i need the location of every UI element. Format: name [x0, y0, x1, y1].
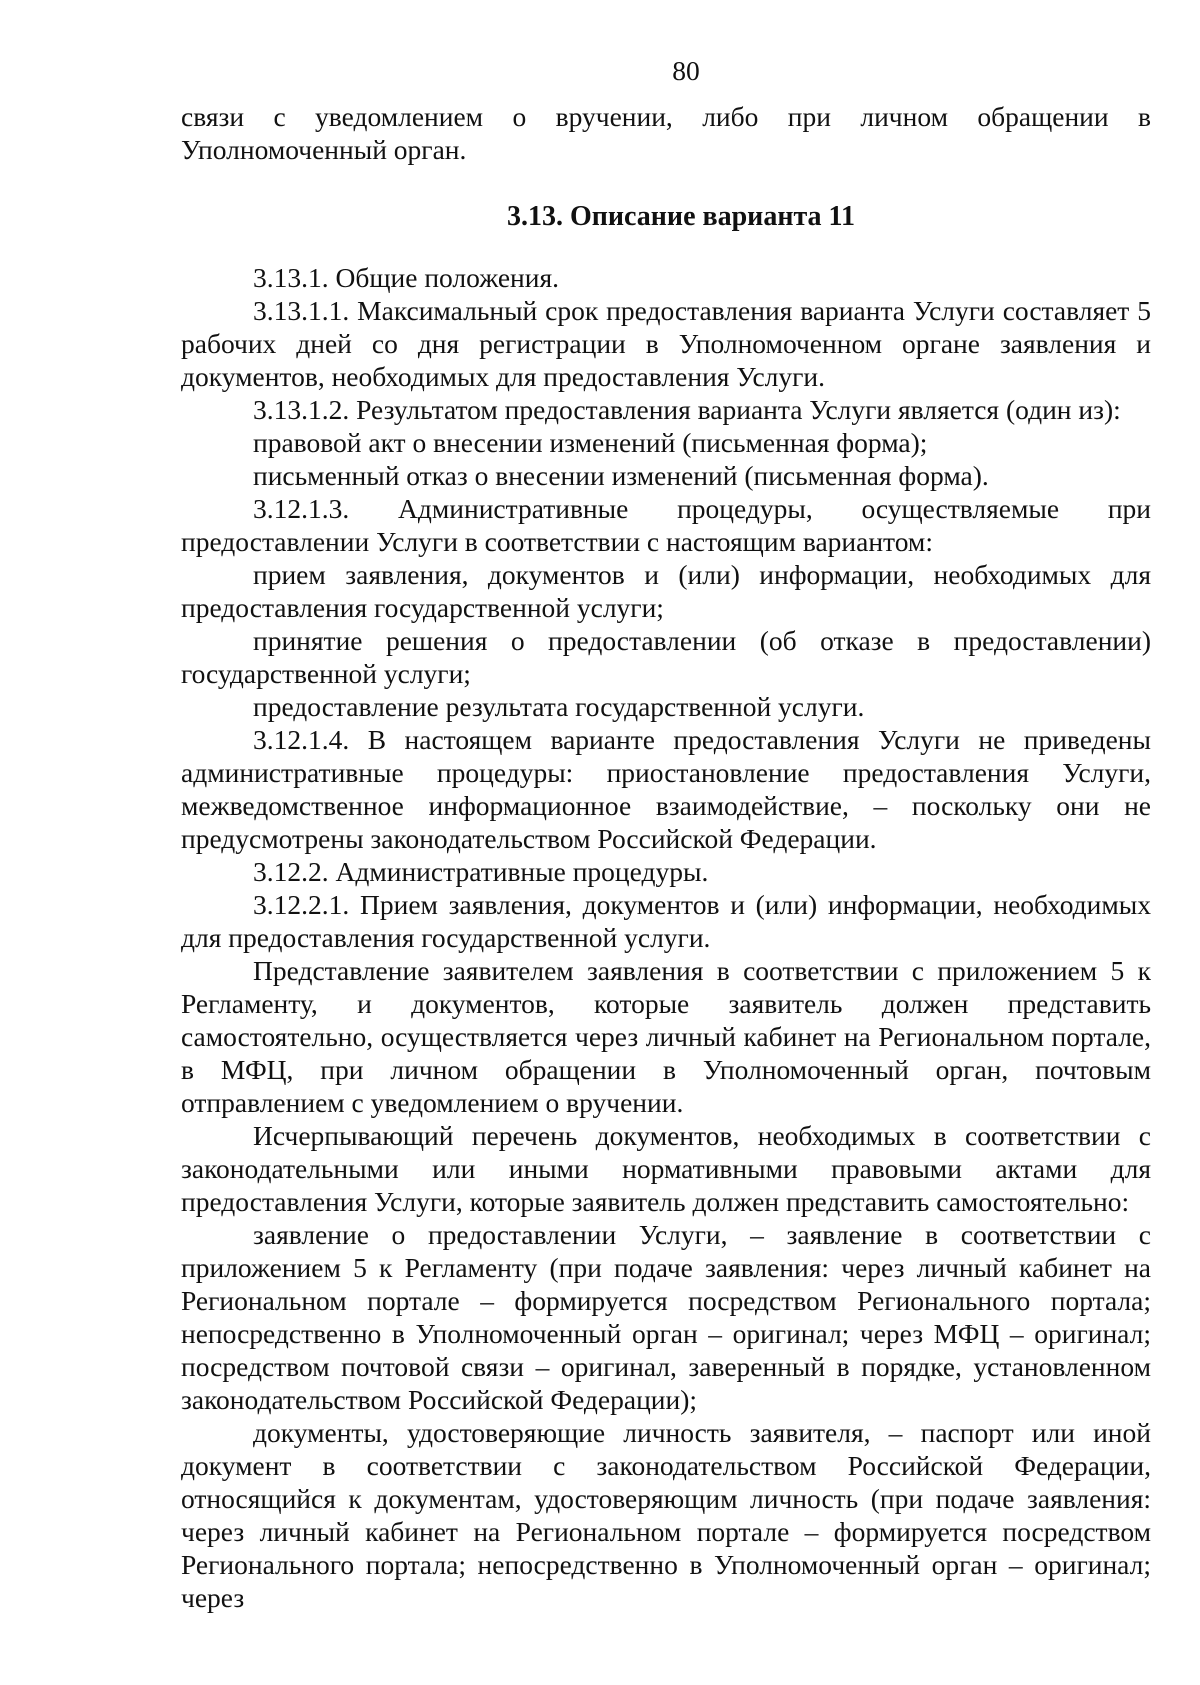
- document-page: [181, 50, 1151, 1614]
- paragraph: принятие решения о предоставлении (об отказе в предоставлении) государственной услуги;: [181, 625, 1151, 689]
- paragraph: письменный отказ о внесении изменений (письменная форма).: [253, 460, 989, 491]
- paragraph: правовой акт о внесении изменений (письменная форма);: [253, 427, 928, 458]
- paragraph: предоставление результата государственной услуги.: [253, 691, 865, 722]
- paragraph: Исчерпывающий перечень документов, необходимых в соответствии с законодательными или иными нормативными правовыми актами для предоставления Услуги, которые заявитель должен представить самостоятельно:: [181, 1120, 1151, 1217]
- paragraph: заявление о предоставлении Услуги, – заявление в соответствии с приложением 5 к Регламенту (при подаче заявления: через личный кабинет на Региональном портале – формируется посредством Регионального портала; непосредственно в Уполномоченный орган – оригинал; через МФЦ – оригинал; посредством почтовой связи – оригинал, заверенный в порядке, установленном законодательством Российской Федерации);: [181, 1219, 1151, 1415]
- paragraph: документы, удостоверяющие личность заявителя, – паспорт или иной документ в соответствии с законодательством Российской Федерации, относящийся к документам, удостоверяющим личность (при подаче заявления: через личный кабинет на Региональном портале – формируется посредством Регионального портала; непосредственно в Уполномоченный орган – оригинал; через: [181, 1417, 1151, 1613]
- paragraph: прием заявления, документов и (или) информации, необходимых для предоставления государственной услуги;: [181, 559, 1151, 623]
- paragraph: 3.12.2. Административные процедуры.: [253, 856, 709, 887]
- page-number: 80: [672, 55, 700, 86]
- paragraph: 3.12.1.4. В настоящем варианте предоставления Услуги не приведены административные процедуры: приостановление предоставления Услуги, межведомственное информационное взаимодействие, – поскольку они не предусмотрены законодательством Российской Федерации.: [181, 724, 1151, 854]
- section-title: 3.13. Описание варианта 11: [506, 201, 856, 232]
- paragraph: 3.12.1.3. Административные процедуры, осуществляемые при предоставлении Услуги в соответствии с настоящим вариантом:: [181, 493, 1151, 557]
- paragraph: 3.13.1.2. Результатом предоставления варианта Услуги является (один из):: [253, 394, 1121, 425]
- paragraph: 3.13.1. Общие положения.: [253, 262, 560, 293]
- paragraph-continuation: связи с уведомлением о вручении, либо при личном обращении в Уполномоченный орган.: [181, 101, 1151, 165]
- paragraph: 3.13.1.1. Максимальный срок предоставления варианта Услуги составляет 5 рабочих дней со дня регистрации в Уполномоченном органе заявления и документов, необходимых для предоставления Услуги.: [181, 295, 1151, 392]
- paragraph: 3.12.2.1. Прием заявления, документов и (или) информации, необходимых для предоставления государственной услуги.: [181, 889, 1151, 953]
- paragraph: Представление заявителем заявления в соответствии с приложением 5 к Регламенту, и документов, которые заявитель должен представить самостоятельно, осуществляется через личный кабинет на Региональном портале, в МФЦ, при личном обращении в Уполномоченный орган, почтовым отправлением с уведомлением о вручении.: [181, 955, 1151, 1118]
